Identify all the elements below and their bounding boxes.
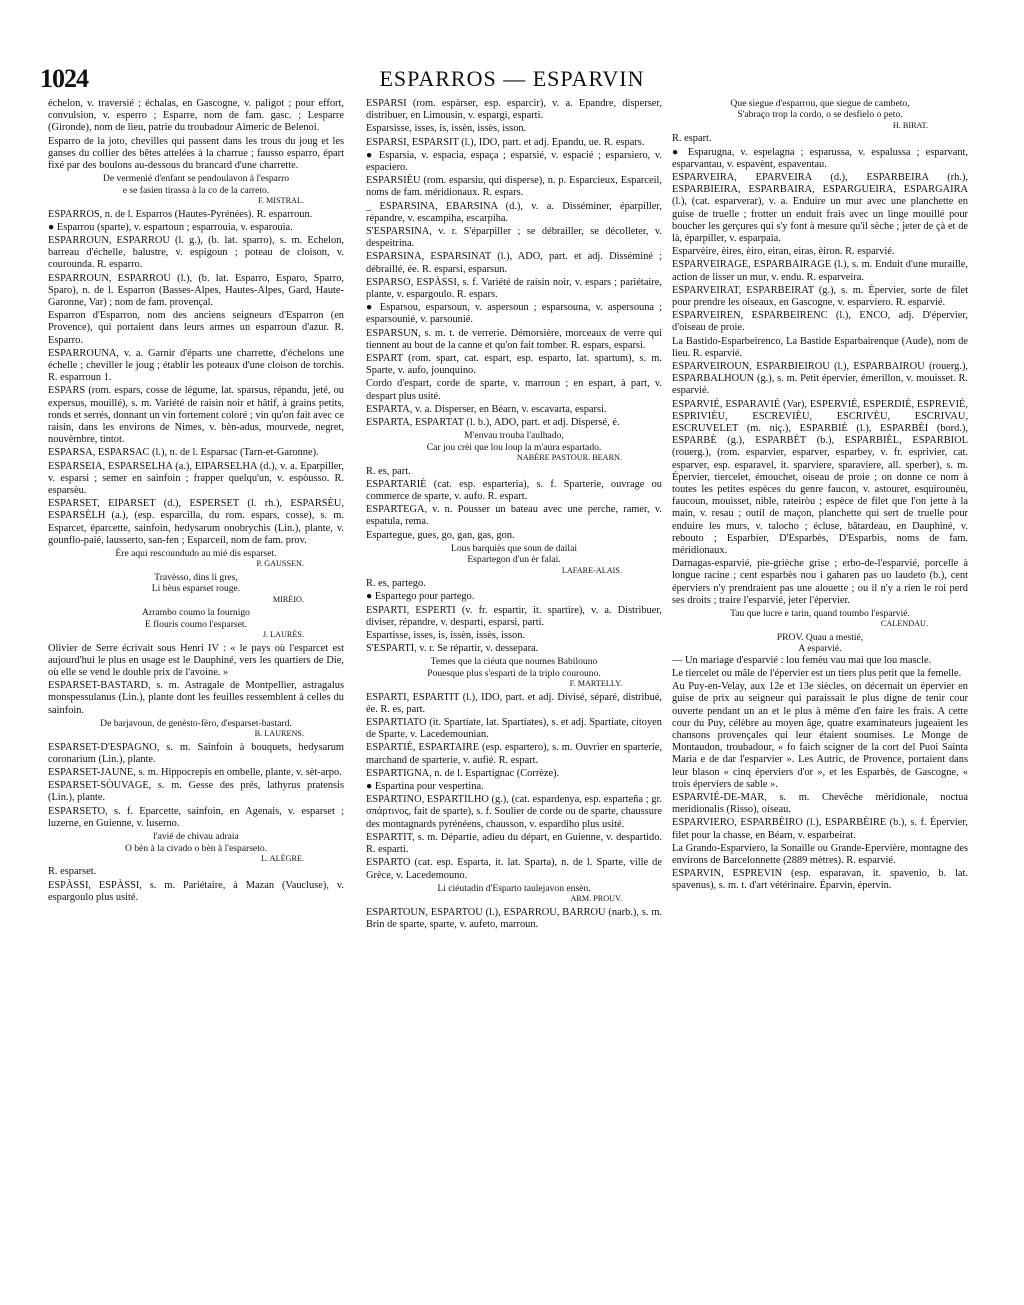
quote-line: M'envau trouba l'aulhado, [464, 430, 564, 442]
dictionary-entry: ESPARROUN, ESPARROU (l. g.), (b. lat. sparro), s. m. Echelon, barreau d'échelle, balustre, v. espigoun ; poteau de cloison, v. courounda. R. esparro. [48, 234, 344, 271]
dictionary-entry: ESPARTIÉ, ESPARTAIRE (esp. espartero), s. m. Ouvrier en sparterie, marchand de sparterie, v. aufié. R. espart. [366, 742, 662, 766]
dictionary-entry: S'ESPARTI, v. r. Se répartir, v. dessepara. [366, 643, 539, 655]
quote-line: De vermenié d'enfant se pendoulavon à l'esparro [102, 173, 290, 185]
dictionary-entry: ESPARVIÉ-DE-MAR, s. m. Chevêche méridionale, noctua meridionalis (Risso), oiseau. [672, 791, 968, 816]
quote-line: e se fasien tirassa à la co de la carreto. [122, 184, 270, 196]
quote-line: Espartegon d'un èr falai. [467, 554, 561, 566]
quote-line: Temes que la ciéuta que noumes Babilouno [430, 656, 598, 668]
dictionary-entry: — Un mariage d'esparvié : lou femèu vau mai que lou mascle. [672, 654, 932, 666]
dictionary-entry: Darnagas-esparvié, pie-grièche grise ; erbo-de-l'esparvié, porcelle à longue racine ; cent esparbès nou i gaharen pas uo laudeto (b.), cent éperviers n'y prendraient pas une alouette ; ou il n'y a rien le roi perd ses droits ; traire l'esparvié, jeter l'épervier. [672, 558, 968, 606]
quote-line: S'abraço trop la cordo, o se desfielo o peto. [737, 109, 903, 121]
quote-attribution: ARM. PROUV. [570, 894, 622, 904]
dictionary-entry: ESPARTI, ESPERTI (v. fr. espartir, it. spartire), v. a. Distribuer, diviser, répandre, v. desparti, esparsi, parti. [366, 604, 662, 628]
quote-line: Travèsso, dins li gres, [154, 571, 238, 583]
quote-line: Que siegue d'esparrou, que siegue de cambeto, [730, 98, 910, 109]
page-header [40, 64, 984, 94]
dictionary-entry: ● Esparsou, esparsoun, v. aspersoun ; esparsouna, v. aspersouna ; esparsounié, v. parsounié. [366, 302, 662, 326]
quote-attribution: LAFARE-ALAIS. [561, 565, 622, 575]
dictionary-entry: ESPARTEGA, v. n. Pousser un bateau avec une perche, ramer, v. espatula, rema. [366, 504, 662, 528]
quote-attribution: NABÈRE PASTOUR. BEARN. [516, 453, 622, 463]
dictionary-entry: ESPARVEIREN, ESPARBEIRENC (l.), ENCO, adj. D'épervier, d'oiseau de proie. [672, 310, 968, 334]
dictionary-entry: R. es, partego. [366, 578, 426, 590]
dictionary-entry: Esparro de la joto, chevilles qui passent dans les trous du joug et les ganses du collier des bêtes attelées à la charrue ; fausso esparro, épart fixé par des boulons au-dessous du brancard d'une charrette. [48, 135, 344, 172]
quote-line: Pouesque plus s'esparti de la triplo courouno. [427, 667, 601, 679]
quote-line: O bèn à la civado o bèn à l'esparseto. [124, 842, 268, 854]
dictionary-entry: ESPÀSSI, ESPÀSSI, s. m. Pariétaire, à Mazan (Vaucluse), v. espargoulo plus usité. [48, 879, 344, 903]
quote-attribution: B. LAURENS. [254, 729, 304, 739]
quote-line: Li ciéutadin d'Esparto taulejavon ensèn. [437, 882, 591, 894]
dictionary-entry: ESPARTI, ESPARTIT (l.), IDO, part. et adj. Divisé, séparé, distribué, ée. R. es, part. [366, 691, 662, 715]
dictionary-entry: ESPARSETO, s. f. Eparcette, sainfoin, en Agenais, v. esparset ; luzerne, en Guienne, v. luserno. [48, 805, 344, 829]
dictionary-entry: Cordo d'espart, corde de sparte, v. marroun ; en espart, à part, v. despart plus usité. [366, 378, 662, 402]
dictionary-entry: ESPARSEIA, ESPARSELHA (a.), EIPARSELHA (d.), v. a. Eparpiller, v. esparsi ; semer en sainfoin ; frapper quelqu'un, v. espòusso. R. esparsèu. [48, 460, 344, 496]
quote-line: Tau que lucre e tarin, quand toumbo l'esparvié. [730, 608, 910, 620]
dictionary-entry: S'ESPARSINA, v. r. S'éparpiller ; se débrailler, se décolleter, v. despeitrina. [366, 226, 662, 250]
dictionary-entry: Espartegue, gues, go, gan, gas, gon. [366, 529, 515, 541]
dictionary-entry: ESPARTIT, s. m. Départie, adieu du départ, en Guienne, v. despartido. R. esparti. [366, 831, 662, 856]
dictionary-columns [48, 98, 990, 1298]
dictionary-entry: ● Esparsia, v. espacia, espaça ; esparsié, v. espacié ; esparsiero, v. espaciero. [366, 149, 662, 174]
column-middle [366, 98, 662, 1288]
quote-line: E flouris coumo l'esparset. [145, 618, 247, 630]
quote-attribution: MIRÈIO. [272, 594, 304, 604]
dictionary-entry: Esparsisse, isses, is, issèn, issès, isson. [366, 123, 527, 135]
dictionary-entry: R. es, part. [366, 465, 411, 477]
dictionary-entry: ESPARTIATO (it. Spartiate, lat. Spartiates), s. et adj. Spartiate, citoyen de Sparte, v. Lacedemounian. [366, 717, 662, 741]
dictionary-entry: ESPARSET-SÒUVAGE, s. m. Gesse des prés, lathyrus pratensis (Lin.), plante. [48, 780, 344, 804]
page-title: ESPARROS — ESPARVIN [379, 66, 645, 91]
dictionary-entry: ESPARTARIÉ (cat. esp. esparteria), s. f. Sparterie, ouvrage ou commerce de sparte, v. aufo. R. espart. [366, 478, 662, 502]
dictionary-entry: ESPARVIÉ, ESPARAVIÉ (Var), ESPERVIÉ, ESPERDIÉ, ESPREVIÉ, ESPRIVIÈU, ESCREVIÈU, ESCRIVÈU, ESCRIVAU, ESCRUVELET (m. niç.), ESPARBIÉ (l.), ESPARBÈI (bord.), ESPARBÈ (g.), ESPARBÈT (b.), ESPARBIÈL, ESPARBIOL (rouerg.), (rom. esparvier, esparver, esparbey, v. fr. esprivier, cat. esparver, esp. esparavel, it. sparviere, sparaviere, all. sperber), s. m. Épervier, tiercelet, émouchet, oiseau de proie ; on donne ce nom à toutes les petites espèces du genre faucon, v. astouret, esquirounèu, faucoun, mouisset, nible, rateiròu ; espèce de filet que l'on jette à la main, v. resau ; outil de maçon, planchette qui sert de truelle pour enduire les murs, v. talocho ; écluse, bâtardeau, en Dauphiné, v. rebouto ; Esparbier, D'Esparbès, D'Esparbis, noms de fam. méridionaux. [672, 398, 968, 557]
dictionary-entry: ESPARROS, n. de l. Esparros (Hautes-Pyrénées). R. esparroun. [48, 208, 313, 220]
dictionary-entry: ESPARSI, ESPARSIT (l.), IDO, part. et adj. Epandu, ue. R. espars. [366, 136, 645, 148]
dictionary-entry: ESPARSIÈU (rom. esparsiu, qui disperse), n. p. Esparcieux, Esparceil, noms de fam. méridionaux. R. espars. [366, 175, 662, 199]
quote-attribution: P. GAUSSEN. [256, 559, 304, 569]
dictionary-entry: ● Esparugna, v. espelagna ; esparussa, v. espalussa ; esparvant, esparvantau, v. espavènt, espaventau. [672, 146, 968, 170]
dictionary-entry: ● Espartego pour partego. [366, 591, 475, 603]
dictionary-entry: ESPARVEIRAGE, ESPARBAIRAGE (l.), s. m. Enduit d'une muraille, action de lisser un mur, v. endu. R. esparveira. [672, 259, 968, 283]
quote-attribution: CALENDAU. [880, 619, 928, 629]
quote-line: l'avié de chivau adraia [153, 831, 239, 843]
quote-line: Li bèus esparset rouge. [151, 583, 241, 595]
dictionary-entry: ESPARVIN, ESPREVIN (esp. esparavan, it. spavenio, b. lat. spavenus), s. m. t. d'art vétérinaire. Éparvin, épervin. [672, 868, 968, 892]
page-number: 1024 [40, 64, 88, 93]
quote-line: Arrambo coumo la fournigo [142, 607, 250, 619]
quote-line: Ère aqui rescoundudo au mié dis esparset. [115, 548, 277, 560]
dictionary-entry: La Bastido-Esparbeirenco, La Bastide Esparbairenque (Aude), nom de lieu. R. esparvié. [672, 335, 968, 359]
dictionary-entry: ESPARTINO, ESPARTILHO (g.), (cat. espardenya, esp. esparteña ; gr. σπάρτινος, fait de sparte), s. f. Soulier de corde ou de sparte, chaussure des montagnards pyrénéens, chausson, v. espardiho plus usité. [366, 794, 662, 830]
quote-attribution: L. ALÈGRE. [261, 853, 304, 863]
dictionary-entry: R. espart. [672, 133, 712, 145]
dictionary-entry: ESPARTO (cat. esp. Esparta, it. lat. Sparta), n. de l. Sparte, ville de Grèce, v. Lacedemouno. [366, 857, 662, 881]
dictionary-entry: ESPARSA, ESPARSAC (l.), n. de l. Esparsac (Tarn-et-Garonne). [48, 447, 319, 459]
dictionary-entry: Olivier de Serre écrivait sous Henri IV : « le pays où l'esparcet est aujourd'hui le plus en usage est le Dauphiné, vers les quartiers de Die, où elle se vend le double prix de l'avoine. » [48, 642, 344, 678]
dictionary-entry: ESPARSO, ESPÀSSI, s. f. Variété de raisin noir, v. espars ; pariétaire, plante, v. espargoulo. R. espars. [366, 276, 662, 301]
dictionary-entry: ESPARROUNA, v. a. Garnir d'éparts une charrette, d'échelons une échelle ; cheviller le joug ; établir les poteaux d'une cloison de torchis. R. esparroun 1. [48, 347, 344, 384]
dictionary-entry: ● Esparrou (sparte), v. espartoun ; esparrouia, v. esparouia. [48, 221, 293, 233]
dictionary-entry: Au Puy-en-Velay, aux 12e et 13e siècles, on décernait un épervier en guise de prix au seigneur qui paraissait le plus digne de tenir cour ouverte pendant un an et le plus à même d'en faire les frais. A cette cour du Puy, célèbre au moyen âge, quatre examinateurs jugeaient les chansons provençales qui leur étaient soumises. Le Monge de Montaudon, troubadour, « fo faich scigner de la cort del Puoi Sainta Maria e de dar l'esparvier ». Les Autric, de Provence, portaient dans leur blason « cinq éperviers d'or », et les Esparbès, de Gascogne, « trois éperviers de sable ». [672, 681, 968, 790]
quote-line: Lous barquiès que soun de dailai [450, 542, 578, 554]
dictionary-entry: ESPARROUN, ESPARROU (l.), (b. lat. Esparro, Esparo, Sparro, Sparo), n. de l. Esparron (Basses-Alpes, Hautes-Alpes, Gard, Haute-Garonne, Var) ; nom de fam. provençal. [48, 272, 344, 308]
column-left [48, 98, 344, 1288]
quote-attribution: H. BIRAT. [892, 120, 928, 130]
dictionary-entry: ESPARTA, v. a. Disperser, en Béarn, v. escavarta, esparsi. [366, 403, 607, 415]
dictionary-entry: ESPARVEIRA, EPARVEIRA (d.), ESPARBEIRA (rh.), ESPARBIEIRA, ESPARBAIRA, ESPARGUEIRA, ESPARGAIRA (l.), (cat. esparverar), v. a. Enduire un mur avec une planchette en guise de truelle ; frotter un enduit frais avec un linge mouillé pour boucher les gerçures qui s'y font à mesure qu'il sèche ; jeter de çà et de là, éparpiller, v. esparpaia. [672, 171, 968, 244]
dictionary-entry: La Grando-Esparviero, la Sonaille ou Grande-Epervière, montagne des environs de Barcelonnette (2889 mètres). R. esparvié. [672, 842, 968, 866]
dictionary-entry: ESPARVIERO, ESPARBÈIRO (l.), ESPARBÈIRE (b.), s. f. Épervier, filet pour la chasse, en Béarn, v. esparbeirat. [672, 817, 968, 841]
dictionary-entry: ESPARSI (rom. espàrser, esp. esparcir), v. a. Epandre, disperser, distribuer, en Limousin, v. espargi, esparti. [366, 98, 662, 122]
dictionary-entry: ESPART (rom. spart, cat. espart, esp. esparto, lat. spartum), s. m. Sparte, v. aufo, jounquino. [366, 353, 662, 377]
dictionary-entry: ESPARSET-JAUNE, s. m. Hippocrepis en ombelle, plante, v. sèt-arpo. [48, 767, 342, 779]
quote-attribution: F. MISTRAL. [258, 196, 304, 206]
quote-attribution: F. MARTELLY. [569, 679, 622, 689]
quote-line: Car jou crèi que lou loup la m'aura espartado. [426, 441, 602, 453]
dictionary-entry: ESPARTIGNA, n. de l. Espartignac (Corrèze). [366, 767, 560, 779]
dictionary-entry: R. esparset. [48, 866, 97, 878]
dictionary-entry: échelon, v. traversié ; échalas, en Gascogne, v. paligot ; pour effort, convulsion, v. esperro ; Esparre, nom de fam. gasc. ; Lesparre (Gironde), nom de lieu, patrie du troubadour Aimeric de Belenoi. [48, 98, 344, 134]
dictionary-entry: Esparron d'Esparron, nom des anciens seigneurs d'Esparron (en Provence), qui portaient dans leurs armes un esparroun d'azur. R. Esparro. [48, 310, 344, 346]
dictionary-entry: Le tiercelet ou mâle de l'épervier est un tiers plus petit que la femelle. [672, 667, 962, 679]
dictionary-entry: ESPARVEIRAT, ESPARBEIRAT (g.), s. m. Épervier, sorte de filet pour prendre les oiseaux, en Gascogne, v. esparviero. R. esparvié. [672, 284, 968, 308]
dictionary-entry: ESPARVEIROUN, ESPARBIEIROU (l.), ESPARBAIROU (rouerg.), ESPARBALHOUN (g.), s. m. Petit épervier, émerillon, v. mouisset. R. esparvié. [672, 360, 968, 397]
dictionary-entry: Espartisse, isses, is, issèn, issès, isson. [366, 629, 526, 641]
quote-line: PROV. Quau a mestié, [776, 631, 864, 643]
dictionary-entry: ● Espartina pour vespertina. [366, 781, 484, 793]
quote-line: De barjavoun, de genèsto-fèro, d'esparset-bastard. [100, 717, 292, 729]
dictionary-entry: ESPARSET-D'ESPAGNO, s. m. Sainfoin à bouquets, hedysarum coronarium (Lin.), plante. [48, 741, 344, 765]
dictionary-entry: ESPARS (rom. espars, cosse de légume, lat. sparsus, répandu, jeté, ou expersus, mouillé), s. m. Variété de raisin noir et hâtif, à grains petits, ronds et serrés, donnant un vin fortement coloré ; vin qu'on fait avec ce raisin, dans les environs de Nimes, v. bèn-adus, mourvede, negret, nouvèmbre, tintot. [48, 385, 344, 446]
dictionary-entry: ESPARSINA, ESPARSINAT (l.), ADO, part. et adj. Disséminé ; débraillé, ée. R. esparsi, esparsun. [366, 251, 662, 275]
quote-attribution: J. LAURÈS. [262, 630, 304, 640]
dictionary-entry: ESPARTOUN, ESPARTOU (l.), ESPARROU, BARROU (narb.), s. m. Brin de sparte, sparte, v. aufeto, marroun. [366, 906, 662, 930]
dictionary-entry: Esparvèire, èires, èiro, eiran, eiras, èiron. R. esparvié. [672, 246, 895, 258]
dictionary-entry: ESPARSET-BASTARD, s. m. Astragale de Montpellier, astragalus monspessulanus (Lin.), plante dont les feuilles ressemblent à celles du sainfoin. [48, 680, 344, 716]
dictionary-entry: ESPARTA, ESPARTAT (l. b.), ADO, part. et adj. Dispersé, é. [366, 417, 620, 429]
quote-line: A esparvié. [798, 643, 842, 655]
dictionary-entry: ESPARSUN, s. m. t. de verrerie. Démorsière, morceaux de verre qui tiennent au bout de la canne et qu'on fait tomber. R. espars, esparsi. [366, 327, 662, 351]
column-right [672, 98, 968, 1288]
dictionary-entry: _ ESPARSINA, EBARSINA (d.), v. a. Disséminer, éparpiller, répandre, v. escampiha, escarpiha. [366, 200, 662, 224]
dictionary-entry: ESPARSET, EIPARSET (d.), ESPERSET (l. rh.), ESPARSÈU, ESPARSÈLH (a.), (esp. esparcilla, du rom. espars, cosse), s. m. Esparcet, éparcette, sainfoin, hedysarum onobrychis (Lin.), plante, v. gounflo-paié, lausserto, san-fen ; Esparceil, nom de fam. prov. [48, 498, 344, 546]
